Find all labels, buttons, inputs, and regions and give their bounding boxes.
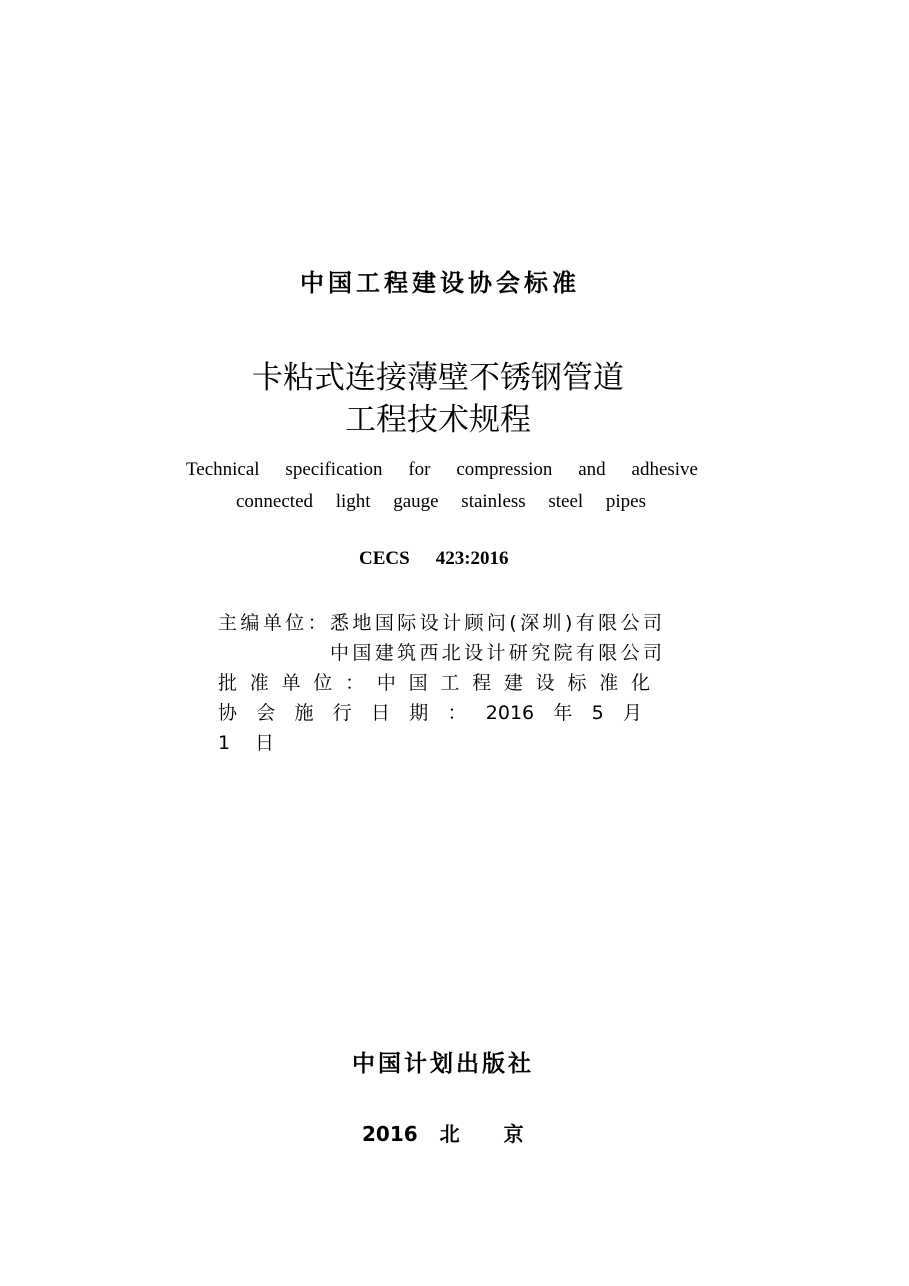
effective-date-line: 协会施行日期：2016年5月 bbox=[218, 702, 642, 724]
english-title-line-2: connected light gauge stainless steel pipes bbox=[236, 491, 646, 512]
standard-code-number: 423:2016 bbox=[435, 548, 509, 569]
chinese-title-line-1: 卡粘式连接薄壁不锈钢管道 bbox=[252, 360, 624, 396]
english-title-line-1: Technical specification for compression and adhesive bbox=[186, 459, 698, 480]
publication-city-char-1: 北 bbox=[439, 1122, 460, 1146]
chinese-title-line-2: 工程技术规程 bbox=[345, 402, 531, 438]
publication-place bbox=[362, 1118, 524, 1147]
standard-code bbox=[359, 548, 509, 570]
publisher-name: 中国计划出版社 bbox=[352, 1051, 534, 1077]
chief-editor-second-unit: 中国建筑西北设计研究院有限公司 bbox=[330, 642, 662, 664]
publication-city-char-2: 京 bbox=[503, 1122, 524, 1146]
effective-date-day: 1日 bbox=[218, 732, 274, 754]
publication-year: 2016 bbox=[362, 1122, 418, 1146]
chief-editor-line: 主编单位：悉地国际设计顾问(深圳)有限公司 bbox=[218, 612, 662, 634]
standard-code-prefix: CECS bbox=[359, 548, 410, 569]
standard-series-heading: 中国工程建设协会标准 bbox=[300, 269, 580, 297]
approval-unit-line: 批准单位：中国工程建设标准化 bbox=[218, 672, 650, 694]
